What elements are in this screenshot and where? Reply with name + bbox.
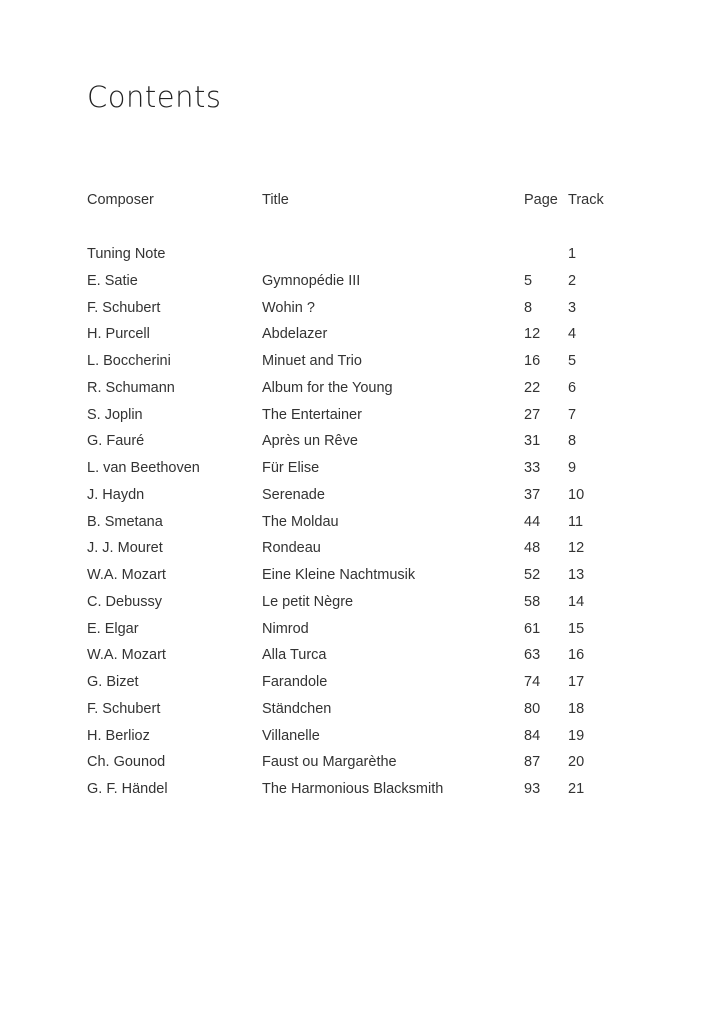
- composer-cell: W.A. Mozart: [87, 567, 166, 583]
- table-header: [87, 192, 647, 212]
- page-cell: 22: [524, 379, 541, 396]
- table-row: [87, 246, 647, 273]
- page-cell: 61: [524, 620, 541, 637]
- table-row: [87, 407, 647, 434]
- title-cell: Le petit Nègre: [262, 593, 354, 610]
- header-track: Track: [568, 192, 604, 208]
- title-cell: Minuet and Trio: [262, 353, 362, 369]
- composer-cell: W.A. Mozart: [87, 647, 166, 664]
- composer-cell: G. F. Händel: [87, 781, 168, 797]
- composer-cell: L. Boccherini: [87, 353, 171, 369]
- track-cell: 5: [568, 353, 577, 369]
- track-cell: 1: [568, 246, 577, 262]
- table-row: [87, 567, 647, 594]
- title-cell: Serenade: [262, 486, 325, 503]
- page-cell: 27: [524, 406, 541, 423]
- track-cell: 14: [568, 593, 585, 610]
- header-title: Title: [262, 192, 289, 208]
- title-cell: Für Elise: [262, 460, 320, 476]
- page-cell: 87: [524, 754, 541, 771]
- table-row: [87, 300, 647, 327]
- track-cell: 2: [568, 272, 577, 289]
- table-row: [87, 674, 647, 701]
- composer-cell: G. Fauré: [87, 433, 145, 450]
- title-cell: Gymnopédie III: [262, 272, 361, 289]
- title-cell: Nimrod: [262, 620, 309, 637]
- composer-cell: S. Joplin: [87, 406, 143, 423]
- track-cell: 3: [568, 299, 577, 316]
- composer-cell: F. Schubert: [87, 700, 161, 717]
- track-cell: 17: [568, 674, 585, 690]
- track-cell: 4: [568, 326, 577, 343]
- composer-cell: R. Schumann: [87, 379, 175, 396]
- composer-cell: B. Smetana: [87, 513, 163, 530]
- track-cell: 12: [568, 540, 585, 557]
- title-cell: Album for the Young: [262, 379, 393, 396]
- title-cell: Farandole: [262, 674, 328, 690]
- title-cell: Faust ou Margarèthe: [262, 754, 397, 771]
- composer-cell: F. Schubert: [87, 299, 161, 316]
- table-row: [87, 621, 647, 648]
- page-title: Contents: [87, 80, 222, 114]
- table-row: [87, 487, 647, 514]
- page-cell: 31: [524, 433, 541, 450]
- composer-cell: H. Berlioz: [87, 727, 150, 744]
- page-cell: 44: [524, 513, 541, 530]
- table-row: [87, 353, 647, 380]
- composer-cell: G. Bizet: [87, 674, 139, 690]
- title-cell: Eine Kleine Nachtmusik: [262, 567, 416, 583]
- title-cell: Rondeau: [262, 540, 321, 557]
- table-row: [87, 460, 647, 487]
- title-cell: Alla Turca: [262, 647, 327, 664]
- page-cell: 37: [524, 486, 541, 503]
- composer-cell: J. Haydn: [87, 486, 145, 503]
- composer-cell: E. Elgar: [87, 620, 139, 637]
- track-cell: 9: [568, 460, 577, 476]
- composer-cell: Ch. Gounod: [87, 754, 166, 771]
- page-cell: 16: [524, 353, 541, 369]
- page-cell: 74: [524, 674, 541, 690]
- composer-cell: H. Purcell: [87, 326, 150, 343]
- title-cell: Après un Rêve: [262, 433, 358, 450]
- title-cell: Wohin ?: [262, 299, 315, 316]
- table-row: [87, 781, 647, 808]
- title-cell: The Moldau: [262, 513, 339, 530]
- table-row: [87, 514, 647, 541]
- title-cell: Ständchen: [262, 700, 332, 717]
- track-cell: 20: [568, 754, 585, 771]
- composer-cell: E. Satie: [87, 272, 138, 289]
- title-cell: Abdelazer: [262, 326, 328, 343]
- page-cell: 52: [524, 567, 541, 583]
- title-cell: The Entertainer: [262, 406, 362, 423]
- track-cell: 10: [568, 486, 585, 503]
- title-cell: The Harmonious Blacksmith: [262, 781, 444, 797]
- composer-cell: L. van Beethoven: [87, 460, 200, 476]
- track-cell: 7: [568, 406, 577, 423]
- composer-cell: J. J. Mouret: [87, 540, 163, 557]
- table-row: [87, 701, 647, 728]
- track-cell: 19: [568, 727, 585, 744]
- page-cell: 5: [524, 272, 533, 289]
- page-cell: 12: [524, 326, 541, 343]
- track-cell: 6: [568, 379, 577, 396]
- table-row: [87, 326, 647, 353]
- table-row: [87, 647, 647, 674]
- contents-list: [87, 246, 647, 808]
- composer-cell: Tuning Note: [87, 246, 166, 262]
- track-cell: 15: [568, 620, 585, 637]
- track-cell: 18: [568, 700, 585, 717]
- table-row: [87, 754, 647, 781]
- track-cell: 13: [568, 567, 585, 583]
- table-row: [87, 380, 647, 407]
- page-cell: 93: [524, 781, 541, 797]
- track-cell: 16: [568, 647, 585, 664]
- track-cell: 21: [568, 781, 585, 797]
- page-cell: 33: [524, 460, 541, 476]
- page-cell: 84: [524, 727, 541, 744]
- title-cell: Villanelle: [262, 727, 320, 744]
- page-cell: 58: [524, 593, 541, 610]
- header-page: Page: [524, 192, 558, 208]
- page-cell: 63: [524, 647, 541, 664]
- table-row: [87, 273, 647, 300]
- page-cell: 80: [524, 700, 541, 717]
- table-row: [87, 728, 647, 755]
- composer-cell: C. Debussy: [87, 593, 162, 610]
- table-row: [87, 594, 647, 621]
- table-row: [87, 540, 647, 567]
- page-cell: 8: [524, 299, 533, 316]
- table-row: [87, 433, 647, 460]
- page-cell: 48: [524, 540, 541, 557]
- header-composer: Composer: [87, 192, 154, 208]
- track-cell: 11: [568, 513, 584, 530]
- track-cell: 8: [568, 433, 577, 450]
